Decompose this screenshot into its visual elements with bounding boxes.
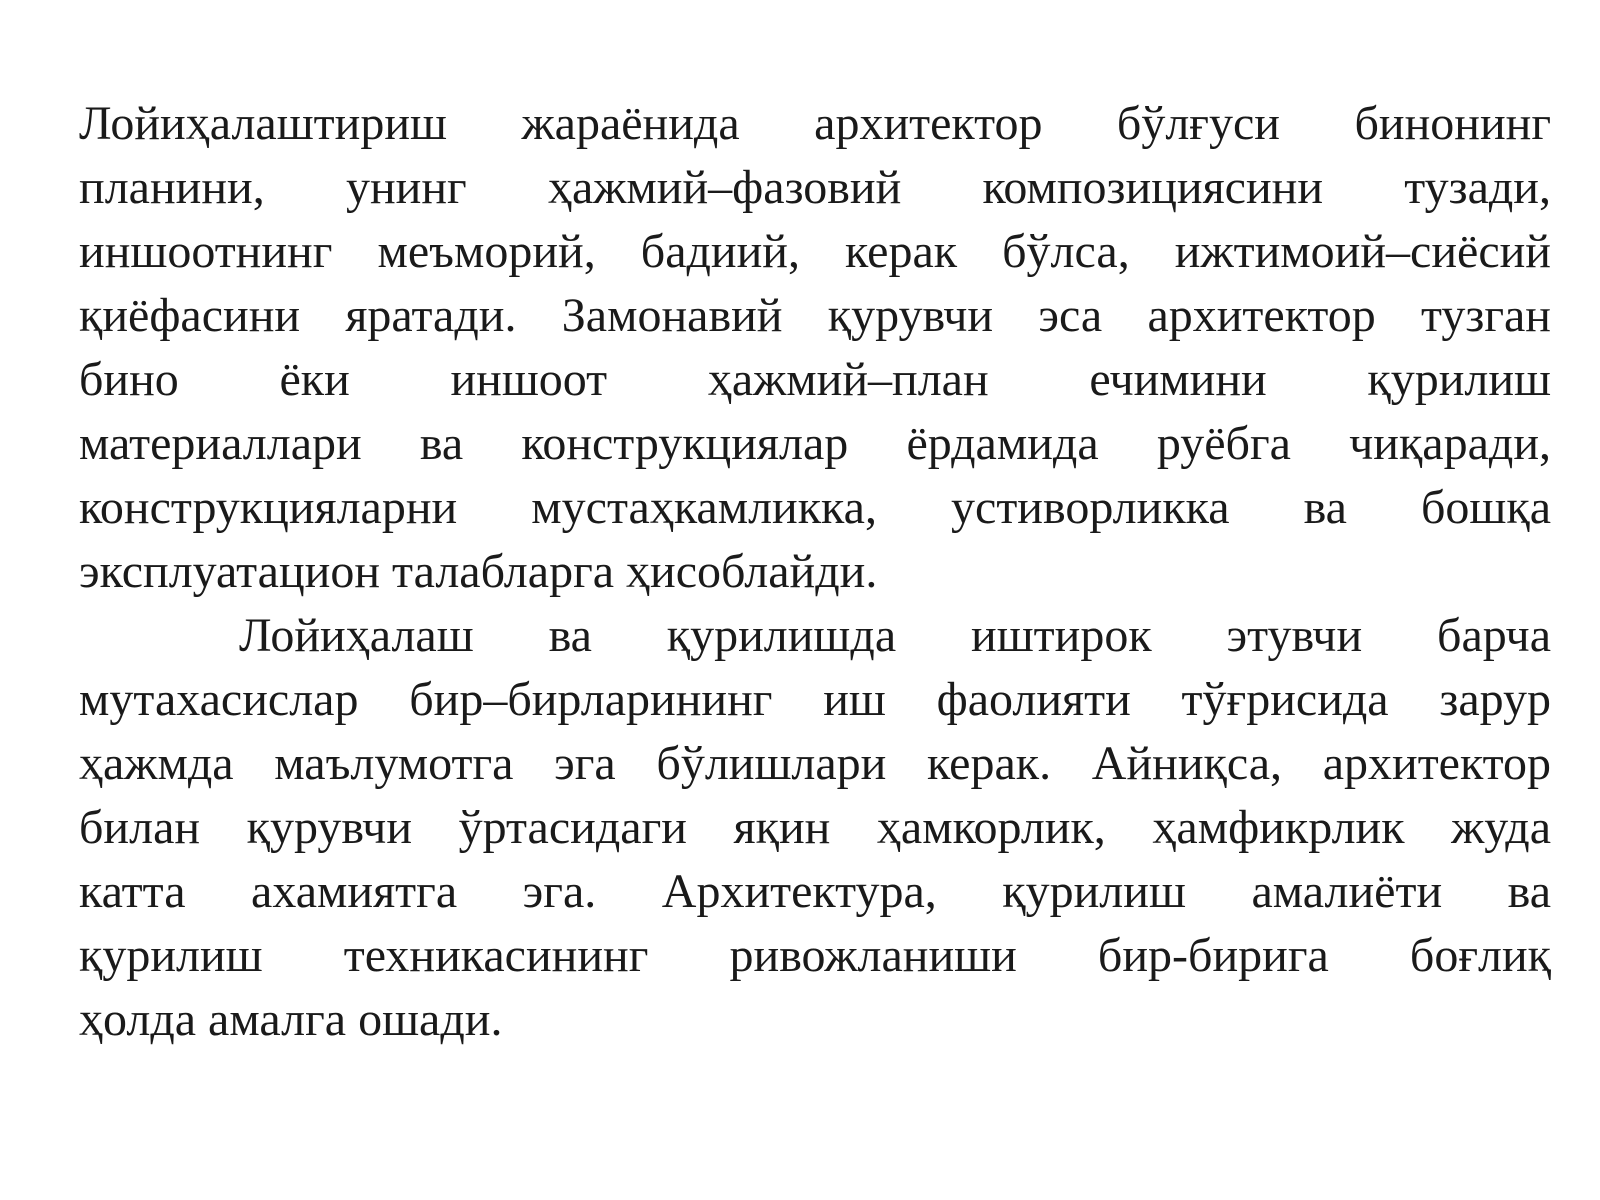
paragraph-line: планини, унинг ҳажмий–фазовий композициясини тузади, (79, 161, 1551, 214)
paragraph-2 (79, 604, 1551, 1052)
paragraph-line: материаллари ва конструкциялар ёрдамида руёбга чиқаради, (79, 417, 1551, 470)
paragraph-line: бино ёки иншоот ҳажмий–план ечимини қурилиш (79, 353, 1551, 406)
paragraph-line: Лойиҳалаш ва қурилишда иштирок этувчи барча (239, 609, 1551, 662)
paragraph-line: Лойиҳалаштириш жараёнида архитектор бўлғуси бинонинг (79, 97, 1551, 150)
paragraph-line: конструкцияларни мустаҳкамликка, устиворликка ва бошқа (79, 481, 1551, 534)
paragraph-line: катта ахамиятга эга. Архитектура, қурилиш амалиёти ва (79, 865, 1551, 918)
paragraph-line: қурилиш техникасининг ривожланиши бир-бирига боғлиқ (79, 929, 1551, 982)
paragraph-1 (79, 92, 1551, 604)
paragraph-line: эксплуатацион талабларга ҳисоблайди. (79, 545, 878, 598)
paragraph-line: иншоотнинг меъморий, бадиий, керак бўлса, ижтимоий–сиёсий (79, 225, 1551, 278)
document-body (79, 92, 1551, 1052)
paragraph-line: қиёфасини яратади. Замонавий қурувчи эса архитектор тузган (79, 289, 1551, 342)
paragraph-line: мутахасислар бир–бирларининг иш фаолияти тўғрисида зарур (79, 673, 1551, 726)
paragraph-line: ҳолда амалга ошади. (79, 993, 503, 1046)
paragraph-line: ҳажмда маълумотга эга бўлишлари керак. Айниқса, архитектор (79, 737, 1551, 790)
paragraph-line: билан қурувчи ўртасидаги яқин ҳамкорлик, ҳамфикрлик жуда (79, 801, 1551, 854)
